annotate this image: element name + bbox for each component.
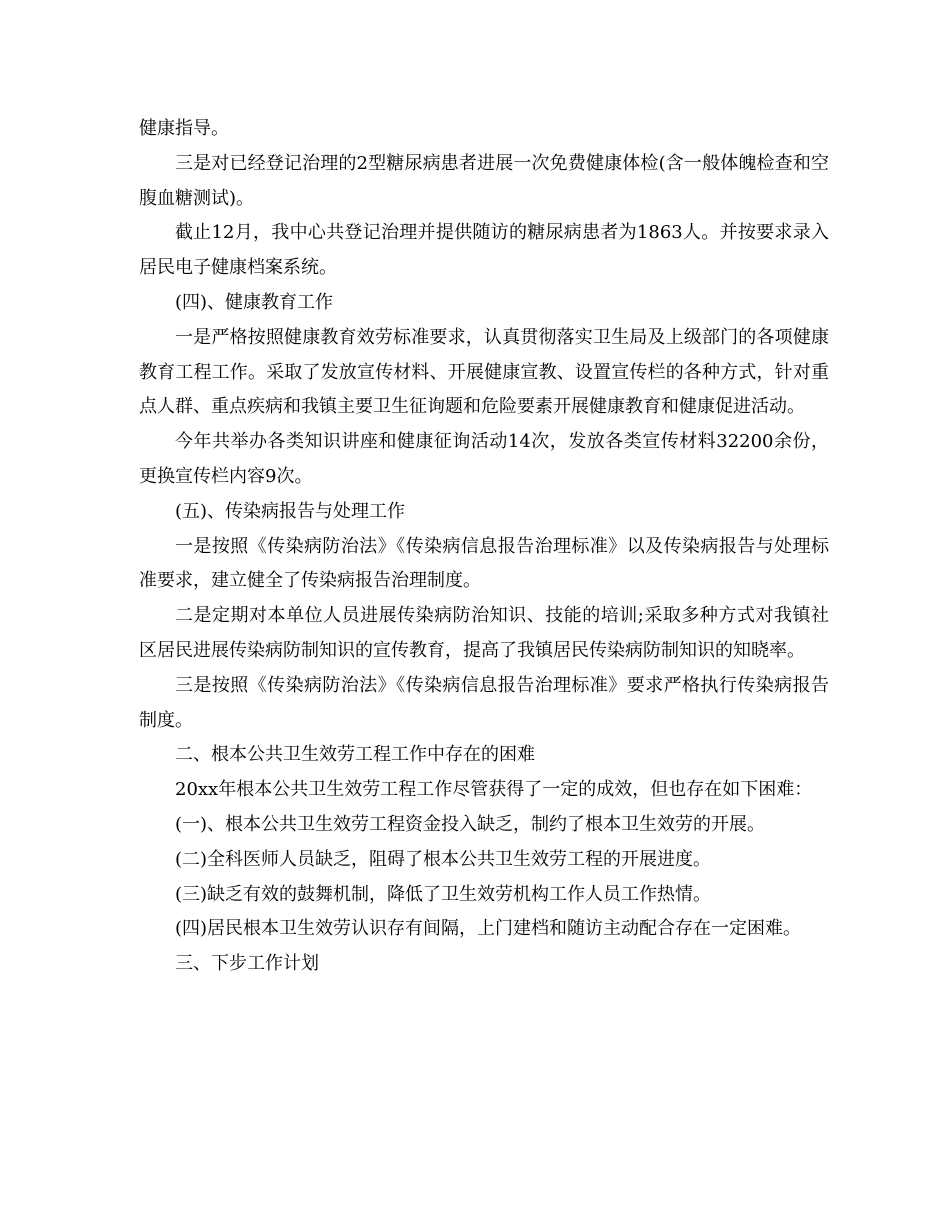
paragraph: 三是按照《传染病防治法》《传染病信息报告治理标准》要求严格执行传染病报告制度。 xyxy=(139,674,829,731)
section-heading: (五)、传染病报告与处理工作 xyxy=(175,500,406,522)
document-body xyxy=(139,112,829,982)
list-item: (一)、根本公共卫生效劳工程资金投入缺乏，制约了根本卫生效劳的开展。 xyxy=(175,813,766,835)
paragraph: 二是定期对本单位人员进展传染病防治知识、技能的培训;采取多种方式对我镇社区居民进展传染病防制知识的宣传教育，提高了我镇居民传染病防制知识的知晓率。 xyxy=(139,605,829,661)
list-item: (三)缺乏有效的鼓舞机制，降低了卫生效劳机构工作人员工作热情。 xyxy=(175,883,712,905)
paragraph: 健康指导。 xyxy=(139,118,229,139)
section-heading: 三、下步工作计划 xyxy=(175,953,319,975)
paragraph: 一是按照《传染病防治法》《传染病信息报告治理标准》以及传染病报告与处理标准要求，建立健全了传染病报告治理制度。 xyxy=(139,535,829,592)
paragraph: 20xx年根本公共卫生效劳工程工作尽管获得了一定的成效，但也存在如下困难： xyxy=(175,779,813,801)
list-item: (二)全科医师人员缺乏，阻碍了根本公共卫生效劳工程的开展进度。 xyxy=(175,848,712,870)
paragraph: 三是对已经登记治理的2型糖尿病患者进展一次免费健康体检(含一般体魄检查和空腹血糖测试)。 xyxy=(139,152,829,209)
section-heading: (四)、健康教育工作 xyxy=(175,291,334,313)
paragraph: 截止12月，我中心共登记治理并提供随访的糖尿病患者为1863人。并按要求录入居民电子健康档案系统。 xyxy=(139,222,829,279)
paragraph: 今年共举办各类知识讲座和健康征询活动14次，发放各类宣传材料32200余份，更换宣传栏内容9次。 xyxy=(139,431,829,487)
paragraph: 一是严格按照健康教育效劳标准要求，认真贯彻落实卫生局及上级部门的各项健康教育工程工作。采取了发放宣传材料、开展健康宣教、设置宣传栏的各种方式，针对重点人群、重点疾病和我镇主要卫生征询题和危险要素开展健康教育和健康促进活动。 xyxy=(139,326,829,418)
list-item: (四)居民根本卫生效劳认识存有间隔，上门建档和随访主动配合存在一定困难。 xyxy=(175,918,802,940)
section-heading: 二、根本公共卫生效劳工程工作中存在的困难 xyxy=(175,744,535,766)
